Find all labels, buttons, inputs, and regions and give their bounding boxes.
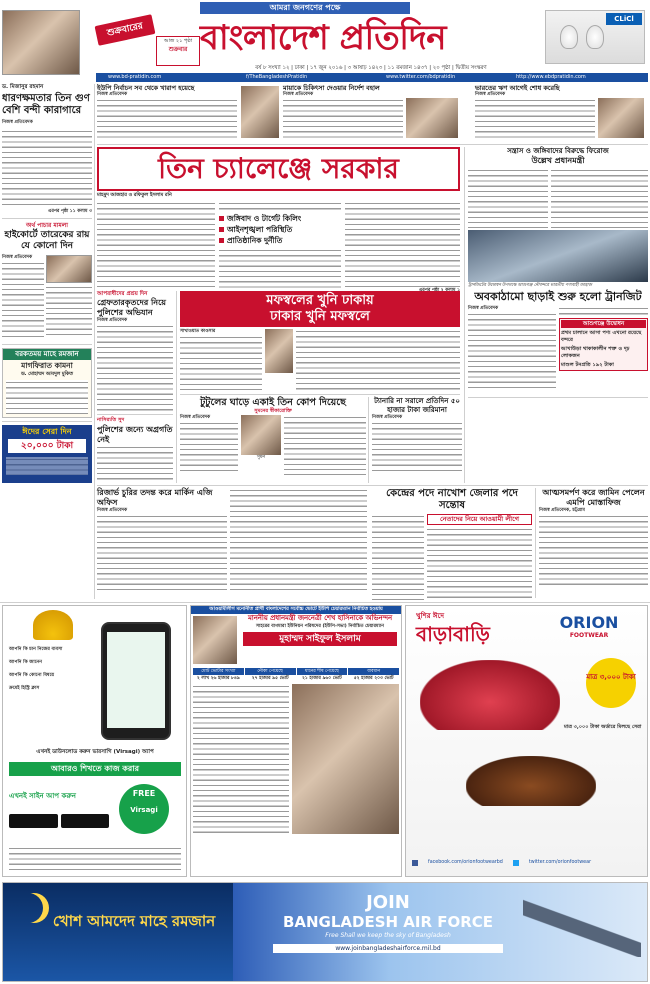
transit-box-item: মাশুল টনপ্রতি ১৯২ টাকা bbox=[561, 362, 614, 369]
virsagi-features bbox=[9, 646, 99, 692]
virsagi-cta[interactable]: এখনই সাইন আপ করুন bbox=[9, 792, 76, 800]
title-text: বাংলাদেশ প্রতিদিন bbox=[200, 18, 447, 58]
election-ad bbox=[190, 605, 402, 877]
orion-offer-badge bbox=[586, 658, 636, 708]
lead-bullet-2: আইনশৃঙ্খলা পরিস্থিতি bbox=[219, 224, 341, 235]
election-banner: আওয়ামীলীগ মনোনীত প্রার্থী বাংলাদেশের সর্বোচ্চ ভোটে ইউপি চেয়ারম্যান নির্বাচিত হওয়ায় bbox=[191, 606, 401, 614]
left-story-body bbox=[2, 129, 92, 209]
transit-box bbox=[559, 318, 648, 371]
stat-label: ধানের শীষ পেয়েছে bbox=[297, 668, 348, 675]
stat-label: নৌকা পেয়েছে bbox=[245, 668, 296, 675]
motto-bar bbox=[200, 2, 410, 14]
mid-left-reporter: নিজস্ব প্রতিবেদক bbox=[97, 318, 128, 324]
orion-brand: ORION bbox=[559, 613, 619, 632]
clic-ad bbox=[545, 10, 645, 64]
section2-body bbox=[2, 261, 44, 341]
orion-offer-2: মাত্র ৩,০০০ টাকা অর্ডারে মিলছে সেরা bbox=[564, 724, 642, 730]
mid-left-headline: গ্রেফতারকৃতদের নিয়ে পুলিশের অভিযান bbox=[97, 298, 167, 318]
top-story-2-headline: মায়াকে চিকিৎসা দেওয়ার নির্দেশ বহাল bbox=[283, 84, 380, 92]
red-banner-story bbox=[180, 291, 460, 391]
masthead bbox=[0, 0, 650, 82]
mid-left-story bbox=[97, 291, 173, 483]
election-sub: সাহরের বাগমারা ইউনিয়ন পরিষদের (ইউপি-সভা) নির্বাচিত চেয়ারম্যান bbox=[255, 624, 384, 629]
airforce-join-word: JOIN bbox=[366, 892, 410, 913]
orion-title: বাড়াবাড়ি bbox=[416, 622, 490, 646]
eid-ad bbox=[2, 425, 92, 483]
top-strip bbox=[97, 84, 648, 142]
website-link[interactable]: www.bd-pratidin.com bbox=[108, 74, 162, 80]
candidate-name: মুহাম্মদ সাইফুল ইসলাম bbox=[243, 632, 397, 646]
left-byline: ড. মিজানুর রহমান bbox=[2, 84, 44, 90]
bulb-icon bbox=[560, 25, 578, 49]
mid-center-kicker: সুমনের স্বীকারোক্তি bbox=[254, 408, 292, 414]
issue-meta bbox=[96, 64, 646, 73]
promo-box bbox=[156, 36, 200, 66]
surrender-headline: আত্মসমর্পণ করে জামিন পেলেন এমপি মোস্তাফিজ bbox=[542, 488, 645, 507]
bullet-square-icon bbox=[219, 238, 224, 243]
section2-body-2 bbox=[46, 285, 92, 337]
tarek-photo bbox=[46, 255, 92, 283]
meta-text: বর্ষ ৮ সংখ্যা ১২ | ঢাকা | ১৭ জুন ২০১৬ | ৩ আষাঢ় ১৪২৩ | ১১ রমজান ১৪৩৭ | ২০ পৃষ্ঠা | দ্বিতীয় সংস্করণ bbox=[255, 65, 487, 71]
virsagi-title: এখনই ডাউনলোড করুন ভারসাগি (Virsagi) অ্যাপ bbox=[36, 749, 154, 755]
ramadan-banner-title: খোশ আমদেদ মাহে রমজান bbox=[52, 912, 216, 930]
ramadan-ad-sub: মাগফিরাত কামনা bbox=[21, 360, 73, 370]
lead-byline: মাহমুদ আজহার ও রফিকুল ইসলাম রনি bbox=[97, 193, 172, 198]
left-reporter: নিজস্ব প্রতিবেদক bbox=[2, 120, 33, 126]
reserve-theft bbox=[97, 488, 367, 598]
second-lead bbox=[468, 147, 648, 397]
lead-headline-box bbox=[97, 147, 460, 191]
tannery-reporter: নিজস্ব প্রতিবেদক bbox=[372, 415, 403, 420]
transit-photo-caption: ট্রানজিটের উদ্বোধন উপলক্ষে আশুগঞ্জ নৌবন্দরে ভারতীয় পণ্যবাহী জাহাজ bbox=[468, 282, 592, 287]
bullet-square-icon bbox=[219, 216, 224, 221]
ramadan-ad-title: বরকতময় মাহে রমজান bbox=[3, 349, 91, 360]
surrender-reporter: নিজস্ব প্রতিবেদক, চট্টগ্রাম bbox=[539, 508, 585, 513]
top-story-2-reporter: নিজস্ব প্রতিবেদক bbox=[283, 92, 314, 97]
car-graphic bbox=[420, 660, 560, 730]
red-banner bbox=[180, 291, 460, 327]
link-strip bbox=[96, 73, 648, 82]
stat-value: ২ লাখ ২৬ হাজার ৮৪৯ bbox=[196, 676, 240, 681]
orion-logo bbox=[536, 614, 642, 642]
red-banner-reporter: সাখাওয়াত কাওসার bbox=[180, 329, 216, 334]
reserve-headline: রিজার্ভ চুরির তদন্ত করে মার্কিন এজি অফিস bbox=[97, 488, 213, 507]
feature-item: আপনি কি কোনো বিষয়ে bbox=[9, 673, 55, 678]
top-story-photo-3 bbox=[598, 98, 644, 138]
virsagi-brand: Virsagi bbox=[130, 806, 158, 814]
epaper-link[interactable]: http://www.ebdpratidin.com bbox=[516, 74, 586, 80]
second-lead-kicker: সন্ত্রাস ও জঙ্গিবাদের বিরুদ্ধে ফিরোজ bbox=[507, 147, 609, 155]
feature-item: আপনি কি চান নিজের ব্যবসা bbox=[9, 647, 63, 652]
orion-offer: মাত্র ৩,০০০ টাকা bbox=[586, 673, 636, 681]
airforce-tagline: Free Shall we keep the sky of Bangladesh bbox=[325, 932, 451, 939]
facebook-icon bbox=[412, 860, 418, 866]
lead-story bbox=[97, 147, 460, 289]
newspaper-title bbox=[200, 14, 540, 62]
orion-brand-sub: FOOTWEAR bbox=[569, 632, 609, 639]
top-story-1-headline: ইউপি নির্বাচন সব থেকে খারাপ হয়েছে bbox=[97, 84, 195, 92]
election-stats bbox=[193, 668, 399, 682]
top-story-1-reporter: নিজস্ব প্রতিবেদক bbox=[97, 92, 128, 97]
twitter-icon bbox=[513, 860, 519, 866]
promo-text-2: শুক্রবার bbox=[168, 46, 188, 53]
top-story-3 bbox=[475, 84, 648, 142]
transit-headline: অবকাঠামো ছাড়াই শুরু হলো ট্রানজিট bbox=[474, 290, 642, 304]
motto-text: আমরা জনগণের পক্ষে bbox=[269, 3, 341, 12]
bullet-square-icon bbox=[219, 227, 224, 232]
bulb-icon bbox=[586, 25, 604, 49]
columnist-photo bbox=[2, 10, 80, 75]
ramadan-ad bbox=[2, 348, 92, 418]
top-story-3-reporter: নিজস্ব প্রতিবেদক bbox=[475, 92, 506, 97]
stat-value: ২৭ হাজার ৯৫ ভোট bbox=[251, 676, 289, 681]
tannery-story bbox=[372, 397, 462, 483]
ramadan-banner bbox=[3, 883, 233, 981]
second-lead-headline: উল্লেখ প্রধানমন্ত্রী bbox=[531, 156, 585, 165]
airforce-title: BANGLADESH AIR FORCE bbox=[282, 913, 494, 931]
eid-ad-title: ঈদের সেরা দিন bbox=[22, 426, 72, 436]
airforce-join bbox=[243, 893, 533, 953]
surrender-story bbox=[539, 488, 648, 598]
section2-reporter: নিজস্ব প্রতিবেদক bbox=[2, 254, 33, 260]
left-continued: এরপর পৃষ্ঠা ১১ কলাম ৩ bbox=[47, 208, 92, 214]
twitter-link[interactable]: www.twitter.com/bdpratidin bbox=[386, 74, 456, 80]
feature-item: আপনি কি জানেন bbox=[9, 660, 43, 665]
bottom-ad bbox=[2, 882, 648, 982]
election-greet: মাননীয় প্রধানমন্ত্রী জননেত্রী শেখ হাসিনাকে অভিনন্দন bbox=[247, 614, 393, 622]
transit-box-item: আখাউড়া থাকাকালীন শক্ত ও দৃঢ় লোকজন bbox=[561, 346, 630, 360]
kendra-headline: কেন্দ্রের পদে নাখোশ জেলার পদে সন্তোষ bbox=[386, 488, 518, 511]
transit-box-item: প্রথম চালানে আসা পণ্য এখনো রয়েছে বন্দরে bbox=[561, 330, 642, 344]
section2-headline: হাইকোর্টে তারেকের রায় যে কোনো দিন bbox=[4, 229, 90, 251]
orion-ad bbox=[405, 605, 648, 877]
lead-bullet-3: প্রাতিষ্ঠানিক দুর্নীতি bbox=[219, 235, 341, 246]
lead-headline: তিন চ্যালেঞ্জে সরকার bbox=[158, 152, 399, 185]
red-banner-line-2: ঢাকার খুনি মফস্বলে bbox=[270, 309, 370, 324]
orion-facebook[interactable]: facebook.com/orionfootwearbd bbox=[428, 860, 503, 865]
stat-value: ২১ হাজার ৯৬০ ভোট bbox=[302, 676, 342, 681]
orion-twitter[interactable]: twitter.com/orionfootwear bbox=[528, 860, 592, 865]
pm-photo bbox=[193, 616, 237, 664]
google-play-icon[interactable] bbox=[9, 814, 58, 828]
stat-label: ব্যবধান bbox=[348, 668, 399, 675]
promo-text: আজ ২১ পৃষ্ঠা bbox=[163, 38, 193, 44]
transit-box-title: আশুগঞ্জে উদ্বোধন bbox=[561, 320, 646, 328]
jet-graphic bbox=[523, 897, 641, 957]
mid-left-story2-kicker: নাসির‍্যতি সুদ bbox=[97, 417, 125, 424]
shoe-graphic bbox=[466, 756, 596, 806]
phone-mockup bbox=[101, 622, 171, 740]
store-badges bbox=[9, 814, 109, 828]
feature-item: ক্রমেই হিস্ট্রি ক্লাস bbox=[9, 686, 40, 691]
free-badge: FREE bbox=[132, 789, 156, 798]
top-story-2 bbox=[283, 84, 471, 142]
orion-kicker: খুশির ঈদে bbox=[416, 612, 445, 620]
eid-ad-amount: ২০,০০০ টাকা bbox=[8, 439, 86, 453]
airforce-url[interactable]: www.joinbangladeshairforce.mil.bd bbox=[273, 944, 503, 953]
tannery-headline: ট্যানারি না সরালে প্রতিদিন ৫০ হাজার টাকা জরিমানা bbox=[374, 397, 460, 414]
moon-icon bbox=[13, 893, 43, 923]
red-banner-line-1: মফস্বলের খুনি ঢাকায় bbox=[266, 293, 374, 308]
red-banner-photo bbox=[265, 329, 293, 373]
left-headline: ধারণক্ষমতার তিন গুণ বেশি বন্দী কারাগারে bbox=[2, 93, 90, 117]
virsagi-ad bbox=[2, 605, 187, 877]
tab-label: শুক্রবারের bbox=[106, 21, 144, 39]
mid-left-story2-headline: পুলিশের জন্যে অগ্রগতি নেই bbox=[97, 424, 173, 444]
lead-bullets bbox=[219, 211, 341, 248]
lead-bullet-1: জঙ্গিবাদ ও টার্গেট কিলিং bbox=[219, 213, 341, 224]
stat-label: মোট ভোটার সংখ্যা bbox=[193, 668, 244, 675]
kendra-sub: নেতাদের নিয়ে আওয়ামী লীগে bbox=[427, 514, 532, 525]
helmet-graphic bbox=[33, 610, 73, 640]
suspect-photo-caption: সুমন bbox=[256, 454, 266, 460]
stat-value: ৫২ হাজার ২০৩ ভোট bbox=[353, 676, 394, 681]
lead-body-1 bbox=[97, 201, 215, 287]
orion-social bbox=[412, 860, 642, 866]
top-story-1 bbox=[97, 84, 237, 142]
transit-ship-photo bbox=[468, 230, 648, 282]
app-store-icon[interactable] bbox=[61, 814, 110, 828]
virsagi-subtitle: আবারও শিখতে কাজ করার bbox=[9, 762, 181, 776]
kendra-story bbox=[372, 488, 532, 598]
top-story-photo-2 bbox=[406, 98, 458, 138]
section2-kicker: অর্থ পাচার মামলা bbox=[26, 221, 68, 229]
virsagi-logo bbox=[119, 784, 169, 834]
reserve-reporter: নিজস্ব প্রতিবেদক bbox=[97, 508, 128, 513]
clic-brand: CLiCl bbox=[606, 13, 642, 25]
top-story-3-headline: ভারতের ঋণ আগেই শোধ করেছি bbox=[475, 84, 560, 92]
lead-body-3 bbox=[345, 201, 460, 287]
mid-center-headline: টুটুলের ঘাড়ে একাই তিন কোপ দিয়েছে bbox=[200, 397, 346, 408]
facebook-link[interactable]: f/TheBangladeshPratidin bbox=[246, 74, 308, 80]
mid-left-kicker: আপরাধীদের প্রশ্রয় দিন bbox=[97, 291, 148, 297]
ramadan-ad-author: ড. মোহাম্মদ আবদুল মুকিত bbox=[21, 371, 73, 377]
candidate-photo bbox=[292, 684, 399, 834]
suspect-photo bbox=[241, 415, 281, 455]
mid-center-story bbox=[180, 397, 366, 483]
left-column bbox=[2, 84, 92, 599]
top-story-photo-1 bbox=[241, 86, 279, 138]
mid-center-reporter: নিজস্ব প্রতিবেদক bbox=[180, 414, 211, 420]
weekly-tab bbox=[95, 14, 156, 46]
transit-reporter: নিজস্ব প্রতিবেদক bbox=[468, 306, 499, 312]
